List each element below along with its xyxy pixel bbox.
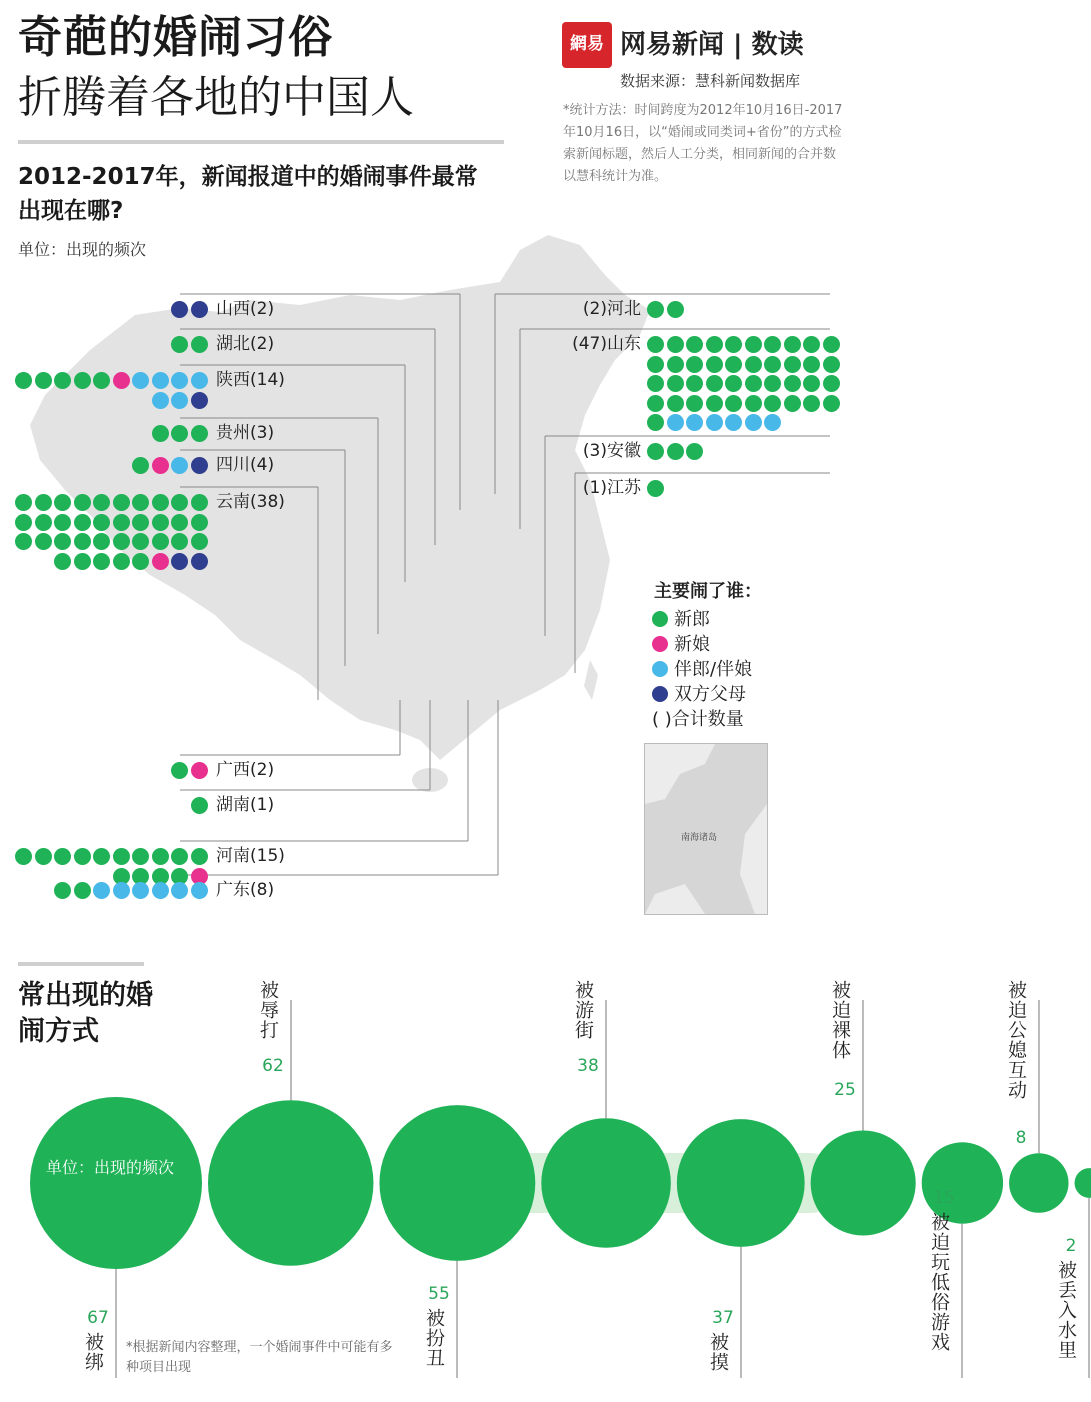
bubble-value-1: 62 xyxy=(262,1056,284,1076)
province-label-10: (2)河北 xyxy=(582,299,641,319)
title-line-1: 奇葩的婚闹习俗 xyxy=(18,12,333,63)
footnote: *根据新闻内容整理，一个婚闹事件中可能有多种项目出现 xyxy=(126,1340,393,1375)
legend-label: 新郎 xyxy=(674,609,710,630)
bubble-label-5: 被迫裸体 xyxy=(829,980,851,1060)
bubble-value-0: 67 xyxy=(87,1308,109,1328)
unit-label: 单位：出现的频次 xyxy=(18,240,147,259)
province-label-4: 四川(4) xyxy=(216,455,275,475)
bubble-label-3: 被游街 xyxy=(572,980,594,1040)
bubble-unit-label: 单位：出现的频次 xyxy=(46,1158,175,1177)
province-label-13: (1)江苏 xyxy=(582,478,641,498)
bubble-value-8: 2 xyxy=(1065,1236,1077,1256)
province-label-6: 广西(2) xyxy=(216,760,275,780)
legend-label: 伴郎/伴娘 xyxy=(674,659,753,680)
bubble-label-7: 被迫公媳互动 xyxy=(1005,980,1027,1100)
bubble-label-4: 被摸 xyxy=(707,1332,729,1372)
province-label-7: 湖南(1) xyxy=(216,795,275,815)
inset-label: 南海诸岛 xyxy=(681,833,718,843)
bubble-value-5: 25 xyxy=(834,1080,856,1100)
bubble-value-2: 55 xyxy=(428,1284,450,1304)
legend-label: 双方父母 xyxy=(674,684,746,705)
data-source: 数据来源：慧科新闻数据库 xyxy=(620,72,801,90)
section2-title: 常出现的婚闹方式 xyxy=(18,980,153,1047)
chart-subtitle: 2012-2017年，新闻报道中的婚闹事件最常出现在哪? xyxy=(18,164,478,224)
method-note: *统计方法：时间跨度为2012年10月16日-2017年10月16日，以“婚闹或同类词+省份”的方式检索新闻标题，然后人工分类，相同新闻的合并数以慧科统计为准。 xyxy=(563,103,843,184)
province-label-3: 贵州(3) xyxy=(216,423,275,443)
legend-label: ( )合计数量 xyxy=(652,709,744,730)
province-label-12: (3)安徽 xyxy=(582,441,641,461)
bubble-8 xyxy=(1075,1168,1091,1198)
netease-logo-icon: 網易 xyxy=(562,22,612,68)
bubble-label-6: 被迫玩低俗游戏 xyxy=(928,1212,950,1352)
title-line-2: 折腾着各地的中国人 xyxy=(18,72,414,123)
bubble-label-1: 被辱打 xyxy=(257,980,279,1040)
bubble-label-0: 被绑 xyxy=(82,1332,104,1372)
province-label-1: 湖北(2) xyxy=(216,334,275,354)
province-label-11: (47)山东 xyxy=(572,334,641,354)
bubble-value-3: 38 xyxy=(577,1056,599,1076)
province-label-0: 山西(2) xyxy=(216,299,275,319)
bubble-7 xyxy=(1009,1153,1068,1212)
province-label-5: 云南(38) xyxy=(216,492,285,512)
legend-label: 新娘 xyxy=(674,634,710,655)
province-label-9: 广东(8) xyxy=(216,880,275,900)
bubble-label-2: 被扮丑 xyxy=(423,1308,445,1368)
bubble-value-6: 15 xyxy=(933,1188,955,1208)
bubble-value-7: 8 xyxy=(1015,1128,1027,1148)
province-label-8: 河南(15) xyxy=(216,846,285,866)
bubble-label-8: 被丢入水里 xyxy=(1055,1260,1077,1360)
province-label-2: 陕西(14) xyxy=(216,370,285,390)
brand-name: 网易新闻 | 数读 xyxy=(620,30,804,60)
bubble-value-4: 37 xyxy=(712,1308,734,1328)
legend-title: 主要闹了谁： xyxy=(654,581,762,602)
